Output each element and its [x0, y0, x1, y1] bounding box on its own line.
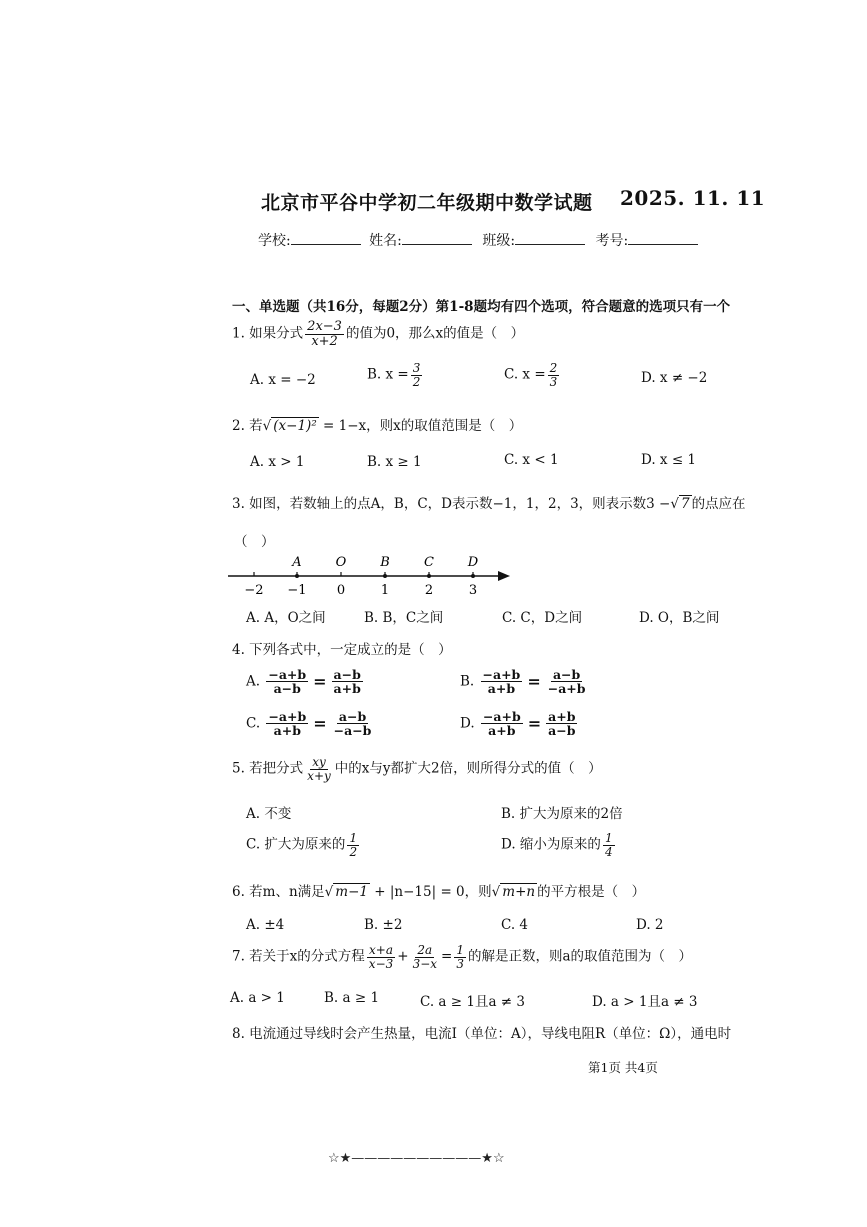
question-7	[232, 944, 692, 970]
question-3	[232, 492, 746, 512]
class-field[interactable]	[515, 230, 585, 245]
q5-d-fraction	[603, 832, 615, 858]
q4-a-label: A.	[246, 673, 261, 690]
q1-b-text: B. x =	[367, 366, 409, 383]
q4-b-label: B.	[460, 673, 475, 690]
q2-pre: 2. 若	[232, 418, 263, 434]
q4-d-rden: a−b	[548, 723, 576, 739]
q2-radicand: (x−1)²	[273, 418, 317, 434]
q7-option-b[interactable]: B. a ≥ 1	[324, 990, 380, 1006]
q7-f3-den: 3	[456, 956, 464, 971]
q4-d-right	[546, 710, 577, 737]
q4-a-lnum: −a+b	[268, 667, 307, 682]
question-8: 8. 电流通过导线时会产生热量，电流I（单位：A），导线电阻R（单位：Ω），通电时	[232, 1026, 732, 1042]
q2-sqrt: √ (x−1)²	[262, 418, 317, 434]
q3-radicand: 7	[680, 496, 690, 512]
q5-c-den: 2	[349, 844, 358, 859]
name-field[interactable]	[402, 230, 472, 245]
q6-post: 的平方根是（ ）	[537, 884, 646, 900]
q4-c-lden: a+b	[273, 723, 301, 739]
q4-b-eq: =	[527, 672, 541, 692]
q5-num: xy	[312, 755, 326, 769]
question-6	[232, 880, 645, 900]
question-4: 4. 下列各式中，一定成立的是（ ）	[232, 642, 452, 658]
q5-option-c[interactable]	[246, 832, 361, 858]
point-a	[295, 574, 299, 578]
q4-b-lden: a+b	[487, 681, 516, 697]
q5-d-text: D. 缩小为原来的	[501, 836, 601, 853]
q6-option-c[interactable]: C. 4	[501, 917, 529, 933]
label-o: O	[335, 555, 347, 570]
q7-fraction-3	[454, 944, 466, 970]
q7-fraction-1	[367, 944, 395, 970]
q4-c-right	[332, 710, 374, 737]
q4-option-d[interactable]	[460, 710, 579, 737]
q5-option-a[interactable]: A. 不变	[246, 806, 292, 822]
tick-label-0: 0	[336, 583, 346, 598]
q4-d-lnum: −a+b	[482, 709, 521, 724]
q4-b-right	[546, 668, 588, 695]
question-1	[232, 320, 524, 348]
q1-den: x+2	[311, 333, 338, 349]
exam-no-field[interactable]	[628, 230, 698, 245]
q6-pre: 6. 若m、n满足	[232, 884, 325, 900]
exam-no-label: 考号:	[595, 233, 629, 249]
q5-c-text: C. 扩大为原来的	[246, 836, 346, 853]
q6-radicand-2: m+n	[502, 884, 536, 900]
q1-pre: 1. 如果分式	[232, 325, 304, 342]
q1-c-den: 3	[549, 374, 558, 389]
q4-a-left	[266, 668, 308, 695]
info-fields-row	[258, 230, 698, 250]
q4-b-lnum: −a+b	[482, 667, 521, 682]
page-number: 第1页 共4页	[588, 1060, 658, 1075]
q5-den: x+y	[307, 768, 331, 783]
q1-c-fraction	[548, 362, 560, 388]
q2-option-b[interactable]: B. x ≥ 1	[367, 454, 422, 470]
q4-option-c[interactable]	[246, 710, 375, 737]
q4-option-b[interactable]	[460, 668, 590, 695]
q1-option-d[interactable]: D. x ≠ −2	[641, 370, 708, 386]
page-title: 北京市平谷中学初二年级期中数学试题	[261, 192, 593, 214]
q1-num: 2x−3	[307, 319, 342, 334]
q3-option-d[interactable]: D. O，B之间	[639, 610, 720, 626]
q4-option-a[interactable]	[246, 668, 365, 695]
q4-d-eq: =	[527, 714, 542, 734]
tick-label-1: 1	[380, 583, 390, 598]
question-2	[232, 414, 522, 434]
q4-b-left	[481, 668, 523, 695]
tick-label-neg2: −2	[244, 583, 264, 598]
q7-fraction-2	[411, 944, 439, 970]
tick-label-neg1: −1	[287, 583, 307, 598]
q4-d-rnum: a+b	[548, 709, 576, 724]
q4-a-right	[332, 668, 363, 695]
q7-post: 的解是正数，则a的取值范围为（ ）	[468, 948, 693, 965]
label-d: D	[467, 555, 479, 570]
q4-c-rden: −a−b	[333, 723, 372, 739]
section-heading: 一、单选题（共16分，每题2分）第1-8题均有四个选项，符合题意的选项只有一个	[232, 299, 731, 315]
q4-b-rden: −a+b	[547, 681, 586, 697]
tick-label-2: 2	[424, 583, 434, 598]
q2-option-d[interactable]: D. x ≤ 1	[641, 452, 697, 468]
q4-a-rnum: a−b	[333, 667, 361, 682]
footer-stars: ☆★——————————★☆	[328, 1151, 505, 1166]
q5-d-num: 1	[604, 831, 613, 845]
q7-option-d[interactable]: D. a > 1且a ≠ 3	[592, 994, 698, 1010]
q4-a-lden: a−b	[273, 681, 301, 697]
q7-f2-num: 2a	[417, 943, 433, 957]
point-b	[383, 574, 387, 578]
q1-option-c[interactable]	[504, 362, 561, 388]
q5-c-fraction	[347, 832, 359, 858]
q7-pre: 7. 若关于x的分式方程	[232, 948, 365, 965]
q3-pre: 3. 如图，若数轴上的点A，B，C，D表示数−1，1，2，3，则表示数3 −	[232, 496, 671, 512]
q1-c-text: C. x =	[504, 366, 546, 383]
q4-c-label: C.	[246, 715, 261, 732]
q5-option-b[interactable]: B. 扩大为原来的2倍	[501, 806, 623, 822]
q1-b-den: 2	[412, 374, 421, 389]
q7-option-c[interactable]: C. a ≥ 1且a ≠ 3	[420, 994, 525, 1010]
q1-option-a[interactable]: A. x = −2	[250, 372, 316, 388]
q6-radicand-1: m−1	[335, 884, 368, 900]
q2-post: = 1−x，则x的取值范围是（ ）	[318, 418, 523, 434]
exam-date: 2025. 11. 11	[620, 186, 766, 210]
q5-pre: 5. 若把分式	[232, 760, 304, 777]
q7-f1-num: x+a	[369, 943, 394, 957]
q6-sqrt-1: √ m−1	[324, 884, 368, 900]
point-d	[471, 574, 475, 578]
q1-b-fraction	[411, 362, 423, 388]
q7-f1-den: x−3	[368, 956, 394, 971]
q4-d-label: D.	[460, 715, 475, 732]
q4-c-eq: =	[313, 714, 327, 734]
name-label: 姓名:	[369, 233, 402, 249]
q4-b-rnum: a−b	[552, 667, 581, 682]
q1-fraction	[305, 320, 344, 348]
q3-paren: （ ）	[234, 534, 275, 550]
q5-option-d[interactable]	[501, 832, 617, 858]
q6-option-d[interactable]: D. 2	[636, 917, 664, 933]
school-label: 学校:	[258, 233, 291, 249]
label-b: B	[380, 555, 390, 570]
label-c: C	[424, 555, 434, 570]
q1-c-num: 2	[549, 361, 558, 375]
q1-post: 的值为0，那么x的值是（ ）	[345, 325, 525, 342]
q1-option-b[interactable]	[367, 362, 424, 388]
q4-a-eq: =	[313, 672, 327, 692]
q6-option-a[interactable]: A. ±4	[246, 917, 285, 933]
q3-option-a[interactable]: A. A，O之间	[246, 610, 326, 626]
q7-option-a[interactable]: A. a > 1	[230, 990, 285, 1006]
class-label: 班级:	[482, 233, 516, 249]
q7-plus: +	[397, 948, 409, 965]
q6-sqrt-2: √ m+n	[491, 884, 536, 900]
q2-option-c[interactable]: C. x < 1	[504, 452, 559, 468]
q4-a-rden: a+b	[333, 681, 361, 697]
q5-fraction	[305, 756, 333, 782]
question-5	[232, 756, 602, 782]
q3-sqrt: √ 7	[670, 496, 690, 512]
q6-option-b[interactable]: B. ±2	[364, 917, 403, 933]
q7-f3-num: 1	[456, 943, 464, 957]
number-line	[224, 552, 516, 600]
q3-option-c[interactable]: C. C，D之间	[502, 610, 583, 626]
q6-mid: + |n−15| = 0，则	[369, 884, 492, 900]
q3-post: 的点应在	[691, 496, 746, 512]
axis-arrow	[498, 571, 510, 581]
q5-c-num: 1	[349, 831, 358, 845]
q2-option-a[interactable]: A. x > 1	[250, 454, 305, 470]
q1-b-num: 3	[412, 361, 421, 375]
q3-option-b[interactable]: B. B，C之间	[364, 610, 444, 626]
q5-d-den: 4	[604, 844, 613, 859]
q5-post: 中的x与y都扩大2倍，则所得分式的值（ ）	[334, 760, 602, 777]
q4-c-lnum: −a+b	[268, 709, 307, 724]
school-field[interactable]	[291, 230, 361, 245]
tick-label-3: 3	[468, 583, 478, 598]
label-a: A	[292, 555, 302, 570]
q4-d-left	[481, 710, 523, 737]
q4-d-lden: a+b	[488, 723, 516, 739]
q7-f2-den: 3−x	[412, 956, 438, 971]
q4-c-rnum: a−b	[338, 709, 367, 724]
q4-c-left	[266, 710, 308, 737]
q7-eq: =	[441, 948, 453, 965]
point-c	[427, 574, 431, 578]
